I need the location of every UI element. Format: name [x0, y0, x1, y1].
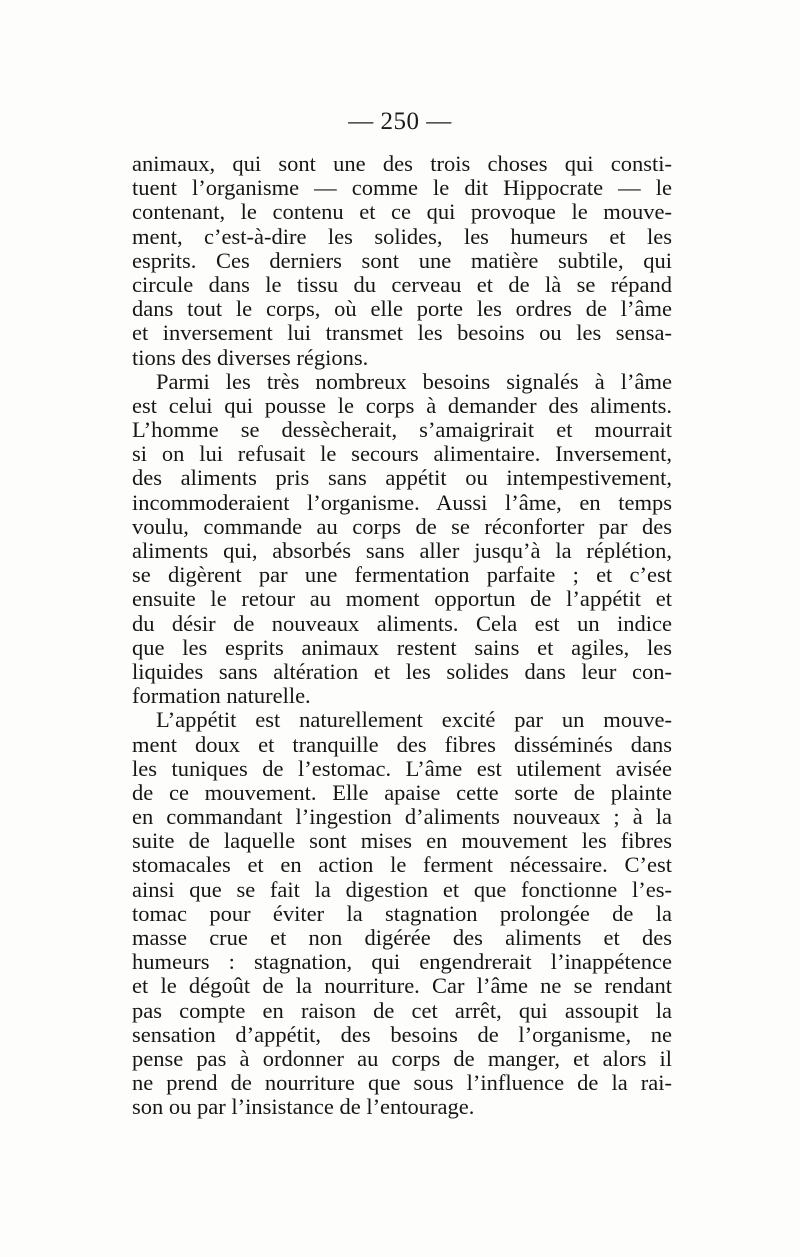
text-line: de ce mouvement. Elle apaise cette sorte de plainte [132, 779, 672, 805]
text-line: et le dégoût de la nourriture. Car l’âme ne se rendant [132, 973, 672, 999]
text-line: pas compte en raison de cet arrêt, qui assoupit la [132, 997, 672, 1023]
text-line: aliments qui, absorbés sans aller jusqu’à la réplétion, [132, 538, 672, 563]
text-line: des aliments pris sans appétit ou intempestivement, [132, 465, 672, 491]
text-line: ment, c’est-à-dire les solides, les humeurs et les [132, 223, 672, 249]
text-line: tions des diverses régions. [132, 344, 369, 370]
text-line: contenant, le contenu et ce qui provoque le mouve- [132, 199, 672, 225]
text-line: circule dans le tissu du cerveau et de là se répand [132, 271, 672, 297]
text-line: ensuite le retour au moment opportun de l’appétit et [132, 586, 672, 612]
text-line: masse crue et non digérée des aliments et des [132, 925, 672, 950]
text-line: stomacales et en action le ferment nécessaire. C’est [132, 852, 672, 878]
text-line: ment doux et tranquille des fibres disséminés dans [132, 731, 672, 757]
text-line: en commandant l’ingestion d’aliments nouveaux ; à la [132, 804, 672, 830]
text-line: L’homme se dessècherait, s’amaigrirait et mourrait [132, 417, 672, 443]
text-line: tuent l’organisme — comme le dit Hippocrate — le [132, 175, 672, 201]
text-line: sensation d’appétit, des besoins de l’organisme, ne [132, 1021, 672, 1047]
text-line: son ou par l’insistance de l’entourage. [132, 1094, 475, 1120]
page-number: — 250 — [348, 108, 452, 135]
text-line: L’appétit est naturellement excité par un mouve- [156, 707, 672, 733]
text-line: pense pas à ordonner au corps de manger, et alors il [132, 1045, 672, 1071]
text-line: voulu, commande au corps de se réconforter par des [132, 513, 672, 539]
text-line: suite de laquelle sont mises en mouvement les fibres [132, 828, 672, 854]
text-line: que les esprits animaux restent sains et agiles, les [132, 634, 672, 660]
body-text [132, 152, 672, 1120]
paragraph [132, 708, 672, 1119]
text-line: est celui qui pousse le corps à demander des aliments. [132, 392, 672, 418]
text-line: se digèrent par une fermentation parfaite ; et c’est [132, 562, 672, 588]
text-line: humeurs : stagnation, qui engendrerait l’inappétence [132, 949, 672, 975]
text-line: du désir de nouveaux aliments. Cela est un indice [132, 610, 672, 636]
text-line: formation naturelle. [132, 683, 311, 709]
text-line: animaux, qui sont une des trois choses qui consti- [132, 151, 672, 176]
text-line: tomac pour éviter la stagnation prolongée de la [132, 900, 672, 926]
text-line: les tuniques de l’estomac. L’âme est utilement avisée [132, 755, 672, 781]
text-line: esprits. Ces derniers sont une matière subtile, qui [132, 247, 672, 273]
text-line: liquides sans altération et les solides dans leur con- [132, 658, 672, 684]
text-line: dans tout le corps, où elle porte les ordres de l’âme [132, 296, 672, 322]
paragraph [132, 152, 672, 370]
text-line: et inversement lui transmet les besoins ou les sensa- [132, 320, 672, 346]
text-line: Parmi les très nombreux besoins signalés à l’âme [156, 368, 672, 394]
paragraph [132, 370, 672, 709]
text-line: ne prend de nourriture que sous l’influence de la rai- [132, 1070, 672, 1096]
text-line: ainsi que se fait la digestion et que fonctionne l’es- [132, 876, 672, 902]
text-line: si on lui refusait le secours alimentaire. Inversement, [132, 441, 672, 467]
text-line: incommoderaient l’organisme. Aussi l’âme, en temps [132, 489, 672, 515]
